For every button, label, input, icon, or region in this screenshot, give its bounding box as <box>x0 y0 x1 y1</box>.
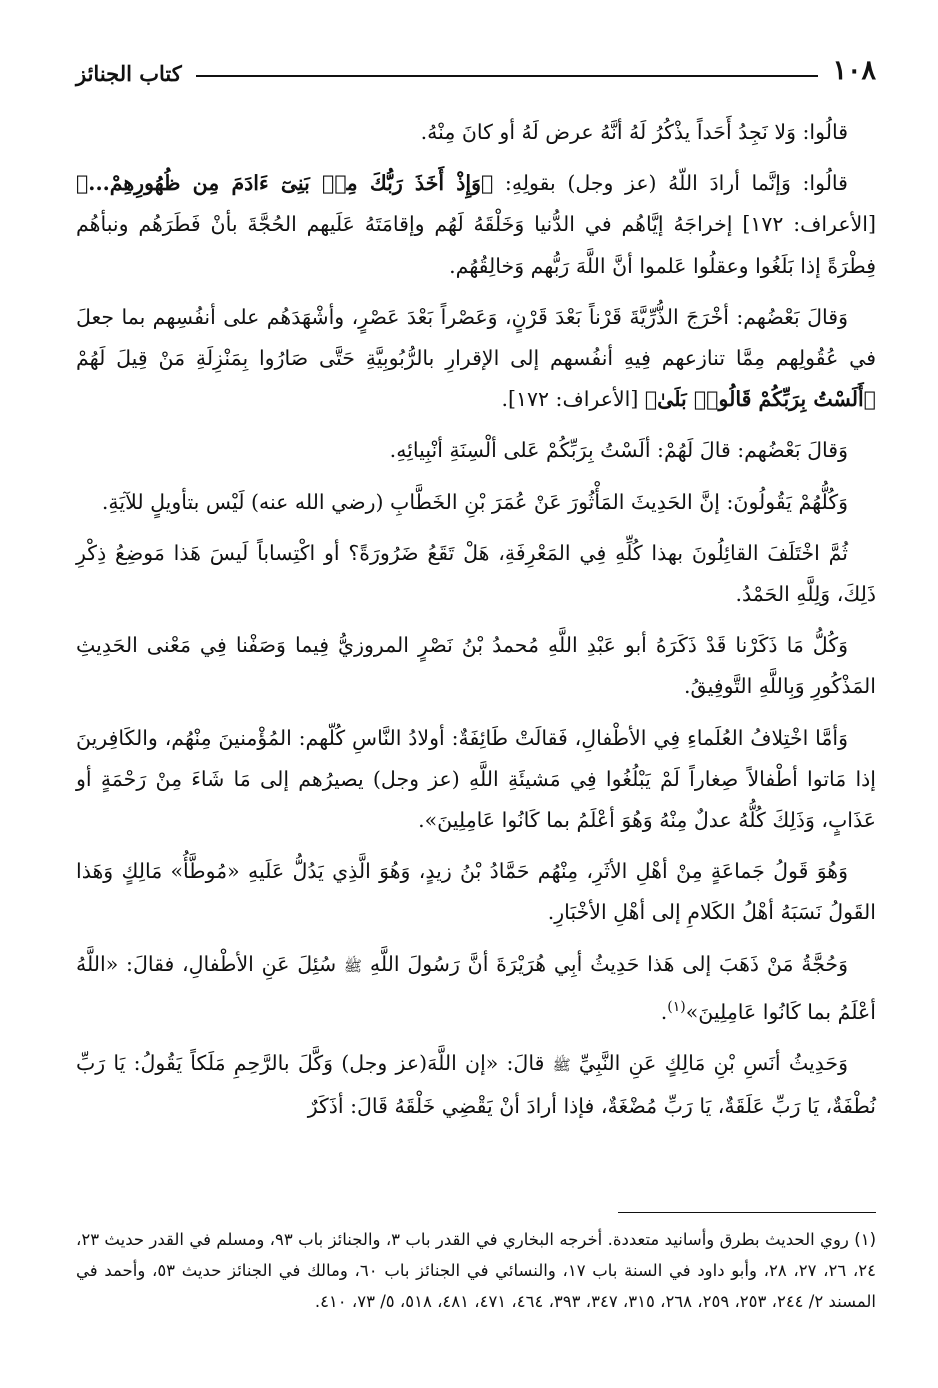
paragraph <box>76 851 876 933</box>
paragraph <box>76 1043 876 1127</box>
main-text <box>76 112 876 1137</box>
paragraph <box>76 533 876 615</box>
text-segment: ثُمَّ اخْتَلَفَ القائِلُونَ بهذا كُلِّهِ فِي المَعْرِفَةِ، هَلْ تَقَعُ ضَرُورَةً؟ أو اكْتِساباً لَيسَ هَذا مَوضِعُ ذِكْرِ ذَلِكَ، وَلِلَّهِ الحَمْدُ. <box>76 540 876 607</box>
paragraph <box>76 163 876 287</box>
text-segment: قالُوا: وَإنَّما أرادَ اللّهُ (عز وجل) بقولِهِ: <box>493 171 848 196</box>
text-segment: سُئِلَ عَنِ الأطْفالِ، فقالَ: «اللَّهُ أعْلَمُ بما كَانُوا عَامِلِينَ» <box>76 951 876 1024</box>
text-segment: . <box>660 999 668 1024</box>
text-segment: [الأعراف: ١٧٢] إخراجَهُ إيَّاهُم في الدُّنيا وَخَلْقَهُ لَهُم وإقامَتَهُ عَلَيهم الحُجَّةَ بأنْ فَطَرَهُم ونبأهُم فِطْرَةً إذا بَلَغُوا وعقلُوا عَلموا أنَّ اللَّهَ رَبُّهم وَخالِقُهُم. <box>76 212 876 278</box>
footnote-separator <box>618 1212 876 1213</box>
salutation-glyph: ﷺ <box>343 956 363 975</box>
footnote: (١) روي الحديث بطرق وأسانيد متعددة. أخرجه البخاري في القدر باب ٣، والجنائز باب ٩٣، ومسلم في القدر حديث ٢٣، ٢٤، ٢٦، ٢٧، ٢٨، وأبو داود في السنة باب ١٧، والنسائي في الجنائز باب ٦٠، ومالك في الجنائز حديث ٥٣، وأحمد في المسند ٢/ ٢٤٤، ٢٥٣، ٢٥٩، ٢٦٨، ٣١٥، ٣٤٧، ٣٩٣، ٤٦٤، ٤٧١، ٤٨١، ٥١٨، ٥/ ٧٣، ٤١٠. <box>76 1230 876 1311</box>
paragraph <box>76 112 876 153</box>
text-segment: وَهُوَ قَولُ جَماعَةٍ مِنْ أهْلِ الأثَرِ، مِنْهُم حَمَّادُ بْنُ زيدٍ، وَهُوَ الَّذِي يَدُلُّ عَلَيهِ «مُوطَّأُ» مَالِكٍ وَهَذا القَولُ نَسَبَهُ أهْلُ الكَلامِ إلى أهْلِ الأخْبَارِ. <box>76 859 876 925</box>
text-segment: وَكُلُّهُمْ يَقُولُونَ: إنَّ الحَدِيثَ المَأْثُورَ عَنْ عُمَرَ بْنِ الخَطَّابِ (رضي الله عنه) لَيْس بتأويلٍ للآيَةِ. <box>101 489 848 514</box>
text-segment: وَقالَ بَعْضُهم: قالَ لَهُمْ: ألَسْتُ بِرَبِّكُمْ عَلى ألْسِنَةِ أنْبِيائِهِ. <box>389 438 848 463</box>
paragraph <box>76 718 876 842</box>
text-segment: وَحُجَّةُ مَنْ ذَهَبَ إلى هَذا حَدِيثُ أبِي هُرَيْرَةَ أنَّ رَسُولَ اللَّهِ <box>362 951 848 976</box>
paragraph <box>76 482 876 523</box>
text-segment: وَحَدِيثُ أنَسِ بْنِ مَالِكٍ عَنِ النَّبِيِّ <box>570 1050 848 1075</box>
footnote-marker: (١) <box>667 998 686 1015</box>
quran-verse: ﴿أَلَسْتُ بِرَبِّكُمْ قَالُوا۟ بَلَىٰ﴾ <box>644 387 876 412</box>
paragraph <box>76 430 876 471</box>
page-number: ١٠٨ <box>832 55 876 86</box>
paragraph <box>76 625 876 707</box>
salutation-glyph: ﷺ <box>552 1055 571 1074</box>
book-title: كتاب الجنائز <box>76 61 182 86</box>
text-segment: [الأعراف: ١٧٢]. <box>501 387 645 412</box>
text-segment: وَأمَّا اخْتِلافُ العُلَماءِ فِي الأطْفالِ، فَقالَتْ طَائِفَةٌ: أولادُ النَّاسِ كُلّهم: المُؤْمنينَ مِنْهُم، والكَافِرينَ إذا مَاتوا أطْفالاً صِغاراً لَمْ يَبْلُغُوا فِي مَشيئَةِ اللَّهِ (عز وجل) يصيرُهم إلى مَا شَاءَ مِنْ رَحْمَةٍ أو عَذَابٍ، وَذَلِكَ كُلُّهُ عدلٌ مِنْهُ وَهُوَ أعْلَمُ بما كَانُوا عَامِلِينَ». <box>76 725 876 833</box>
text-segment: وَكُلُّ مَا ذَكَرْنا قَدْ ذَكَرَهُ أبو عَبْدِ اللَّهِ مُحمدُ بْنُ نَصْرٍ المروزيُّ فِيما وَصَفْنا فِي مَعْنى الحَدِيثِ المَذْكُورِ وَبِاللَّهِ التَّوفِيقُ. <box>76 633 876 699</box>
paragraph <box>76 944 876 1033</box>
paragraph <box>76 297 876 421</box>
quran-verse: ﴿وَإِذْ أَخَذَ رَبُّكَ مِنۢ بَنِىٓ ءَادَمَ مِن ظُهُورِهِمْ...﴾ <box>76 171 494 196</box>
text-segment: قالَ: «إن اللَّهَ(عز وجل) وَكَّلَ بالرَّحِمِ مَلَكاً يَقُولُ: يَا رَبِّ نُطْفَةٌ، يَا رَبِّ عَلَقَةٌ، يَا رَبِّ مُضْغَةٌ، فإذا أرادَ أنْ يَقْضِي خَلْقَهُ قَالَ: أذَكَرٌ <box>76 1050 876 1119</box>
page-header <box>76 52 876 86</box>
header-rule <box>196 75 819 77</box>
text-segment: وَقالَ بَعْضُهم: أخْرَجَ الذُّرِّيَّةَ قَرْناً بَعْدَ قَرْنٍ، وَعَصْراً بَعْدَ عَصْرٍ، وأشْهَدَهُم على أنفُسِهم بما جعلَ في عُقُولِهم مِمَّا تنازعهم فِيهِ أنفُسهم إلى الإقرارِ بالرُّبُوبِيَّةِ حَتَّى صَارُوا بِمَنْزِلَةِ مَنْ قِيلَ لَهُمْ <box>76 304 876 371</box>
text-segment: قالُوا: وَلا نَجِدُ أَحَداً يذْكُرُ لَهُ أنَّهُ عرض لَهُ أو كانَ مِنْهُ. <box>420 120 848 144</box>
